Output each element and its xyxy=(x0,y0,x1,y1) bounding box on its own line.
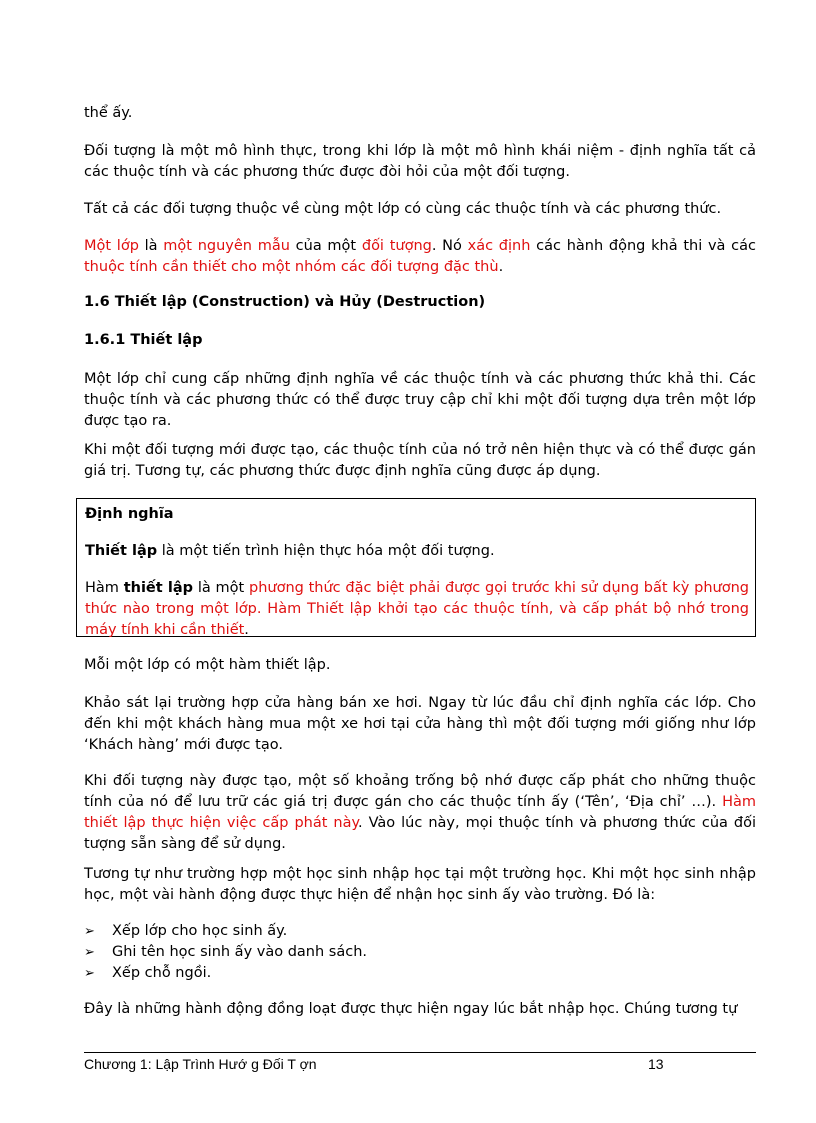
paragraph-intro-end: thể ấy. xyxy=(84,105,133,121)
red-text: phương thức đặc biệt phải được gọi trước khi sử dụng bất kỳ phương thức nào trong một lớp. Hàm Thiết lập khởi tạo các thuộc tính, và cấp phát bộ nhớ trong máy tính khi cần thiết xyxy=(85,580,749,638)
list-item-text: Ghi tên học sinh ấy vào danh sách. xyxy=(112,944,367,960)
definition-box xyxy=(76,498,756,637)
text: là xyxy=(138,238,164,254)
list-item-text: Xếp chỗ ngồi. xyxy=(112,965,212,981)
list-item xyxy=(84,963,756,984)
heading-section-1-6: 1.6 Thiết lập (Construction) và Hủy (Destruction) xyxy=(84,294,486,310)
text: . xyxy=(498,259,504,275)
paragraph-car-store: Khảo sát lại trường hợp cửa hàng bán xe hơi. Ngay từ lúc đầu chỉ định nghĩa các lớp. Cho đến khi một khách hàng mua một xe hơi tại cửa hàng thì một đối tượng mới giống như lớp ‘Khách hàng’ mới được tạo. xyxy=(84,695,756,753)
text: Hàm xyxy=(85,580,124,596)
page-footer xyxy=(84,1055,756,1073)
text: . xyxy=(244,622,249,638)
list-item-text: Xếp lớp cho học sinh ấy. xyxy=(112,923,288,939)
paragraph-class-provides: Một lớp chỉ cung cấp những định nghĩa về các thuộc tính và các phương thức khả thi. Các thuộc tính và các phương thức có thể được truy cập chỉ khi một đối tượng dựa trên một lớp được tạo ra. xyxy=(84,371,756,429)
text: . Vào lúc này, mọi thuộc tính và phương thức của đối tượng sẵn sàng để sử dụng. xyxy=(84,815,756,852)
paragraph-memory xyxy=(84,771,756,855)
red-text: xác định xyxy=(467,238,531,254)
paragraph-student: Tương tự như trường hợp một học sinh nhập học tại một trường học. Khi một học sinh nhập học, một vài hành động được thực hiện để nhận học sinh ấy vào trường. Đó là: xyxy=(84,866,756,903)
text: là một tiến trình hiện thực hóa một đối tượng. xyxy=(157,543,495,559)
red-text: đối tượng xyxy=(361,238,432,254)
footer-page-number: 13 xyxy=(648,1056,664,1072)
list-item xyxy=(84,921,756,942)
arrow-bullet-icon: ➢ xyxy=(84,945,95,960)
paragraph-object-vs-class: Đối tượng là một mô hình thực, trong khi lớp là một mô hình khái niệm - định nghĩa tất cả các thuộc tính và các phương thức được đòi hỏi của một đối tượng. xyxy=(84,143,756,180)
heading-section-1-6-1: 1.6.1 Thiết lập xyxy=(84,332,203,348)
definition-line-constructor xyxy=(85,578,749,641)
text: Khi đối tượng này được tạo, một số khoảng trống bộ nhớ được cấp phát cho những thuộc tính của nó để lưu trữ các giá trị được gán cho các thuộc tính ấy (‘Tên’, ‘Địa chỉ’ …). xyxy=(84,773,756,810)
red-text: Hàm thiết lập thực hiện việc cấp phát này xyxy=(84,794,756,831)
arrow-bullet-icon: ➢ xyxy=(84,966,95,981)
paragraph-class-definition xyxy=(84,236,756,278)
paragraph-each-class: Mỗi một lớp có một hàm thiết lập. xyxy=(84,657,331,673)
definition-line-construct xyxy=(85,541,749,562)
paragraph-last: Đây là những hành động đồng loạt được thực hiện ngay lúc bắt nhập học. Chúng tương tự xyxy=(84,1001,738,1017)
list-item xyxy=(84,942,756,963)
footer-divider xyxy=(84,1052,756,1053)
text: . Nó xyxy=(431,238,468,254)
bold-term: thiết lập xyxy=(123,580,194,596)
text: là một xyxy=(193,580,249,596)
bullet-list xyxy=(84,921,756,984)
red-text: một nguyên mẫu xyxy=(163,238,290,254)
bold-term: Thiết lập xyxy=(85,543,158,559)
paragraph-new-object: Khi một đối tượng mới được tạo, các thuộc tính của nó trở nên hiện thực và có thể được gán giá trị. Tương tự, các phương thức được định nghĩa cũng được áp dụng. xyxy=(84,442,756,479)
definition-title: Định nghĩa xyxy=(85,506,174,522)
footer-chapter-title: Chương 1: Lập Trình Hướ g Đối T ợn xyxy=(84,1056,317,1072)
text: các hành động khả thi và các xyxy=(530,238,756,254)
red-text: thuộc tính cần thiết cho một nhóm các đối tượng đặc thù xyxy=(84,259,499,275)
paragraph-all-objects: Tất cả các đối tượng thuộc về cùng một lớp có cùng các thuộc tính và các phương thức. xyxy=(84,201,722,217)
red-text: Một lớp xyxy=(84,238,139,254)
arrow-bullet-icon: ➢ xyxy=(84,924,95,939)
text: của một xyxy=(289,238,362,254)
